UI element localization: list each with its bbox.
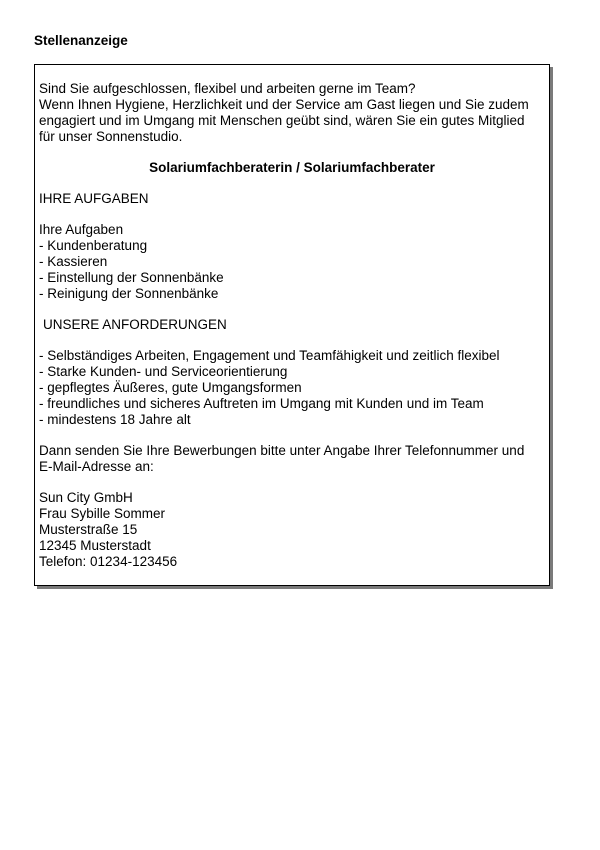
task-item: - Kundenberatung [39, 238, 148, 253]
requirement-item: - mindestens 18 Jahre alt [39, 412, 191, 427]
contact-city: 12345 Musterstadt [39, 538, 151, 553]
application-text-line-1: Dann senden Sie Ihre Bewerbungen bitte unter Angabe Ihrer Telefonnummer und [39, 443, 525, 458]
requirements-heading: UNSERE ANFORDERUNGEN [43, 317, 227, 332]
spacer [39, 145, 549, 160]
contact-phone: Telefon: 01234-123456 [39, 554, 178, 569]
intro-text-line-3: für unser Sonnenstudio. [39, 129, 183, 144]
task-item: - Kassieren [39, 254, 108, 269]
spacer [39, 207, 549, 222]
requirement-item: - freundliches und sicheres Auftreten im Umgang mit Kunden und im Team [39, 396, 484, 411]
tasks-heading: Ihre Aufgaben [39, 222, 124, 237]
contact-company: Sun City GmbH [39, 490, 133, 505]
contact-person: Frau Sybille Sommer [39, 506, 166, 521]
spacer [39, 302, 549, 317]
requirement-item: - gepflegtes Äußeres, gute Umgangsformen [39, 380, 302, 395]
application-text-line-2: E-Mail-Adresse an: [39, 459, 154, 474]
intro-text-line-2: engagiert und im Umgang mit Menschen geübt sind, wären Sie ein gutes Mitglied [39, 113, 525, 128]
task-item: - Einstellung der Sonnenbänke [39, 270, 224, 285]
spacer [39, 475, 549, 490]
contact-street: Musterstraße 15 [39, 522, 138, 537]
intro-question: Sind Sie aufgeschlossen, flexibel und arbeiten gerne im Team? [39, 81, 416, 96]
spacer [39, 176, 549, 191]
tasks-heading-caps: IHRE AUFGABEN [39, 191, 149, 206]
intro-text-line-1: Wenn Ihnen Hygiene, Herzlichkeit und der Service am Gast liegen und Sie zudem [39, 97, 529, 112]
requirement-item: - Selbständiges Arbeiten, Engagement und Teamfähigkeit und zeitlich flexibel [39, 348, 500, 363]
requirement-item: - Starke Kunden- und Serviceorientierung [39, 364, 288, 379]
spacer [39, 333, 549, 348]
page-title: Stellenanzeige [34, 33, 128, 48]
task-item: - Reinigung der Sonnenbänke [39, 286, 219, 301]
job-title: Solariumfachberaterin / Solariumfachberater [149, 160, 435, 175]
job-ad-box [34, 64, 550, 586]
spacer [39, 428, 549, 443]
